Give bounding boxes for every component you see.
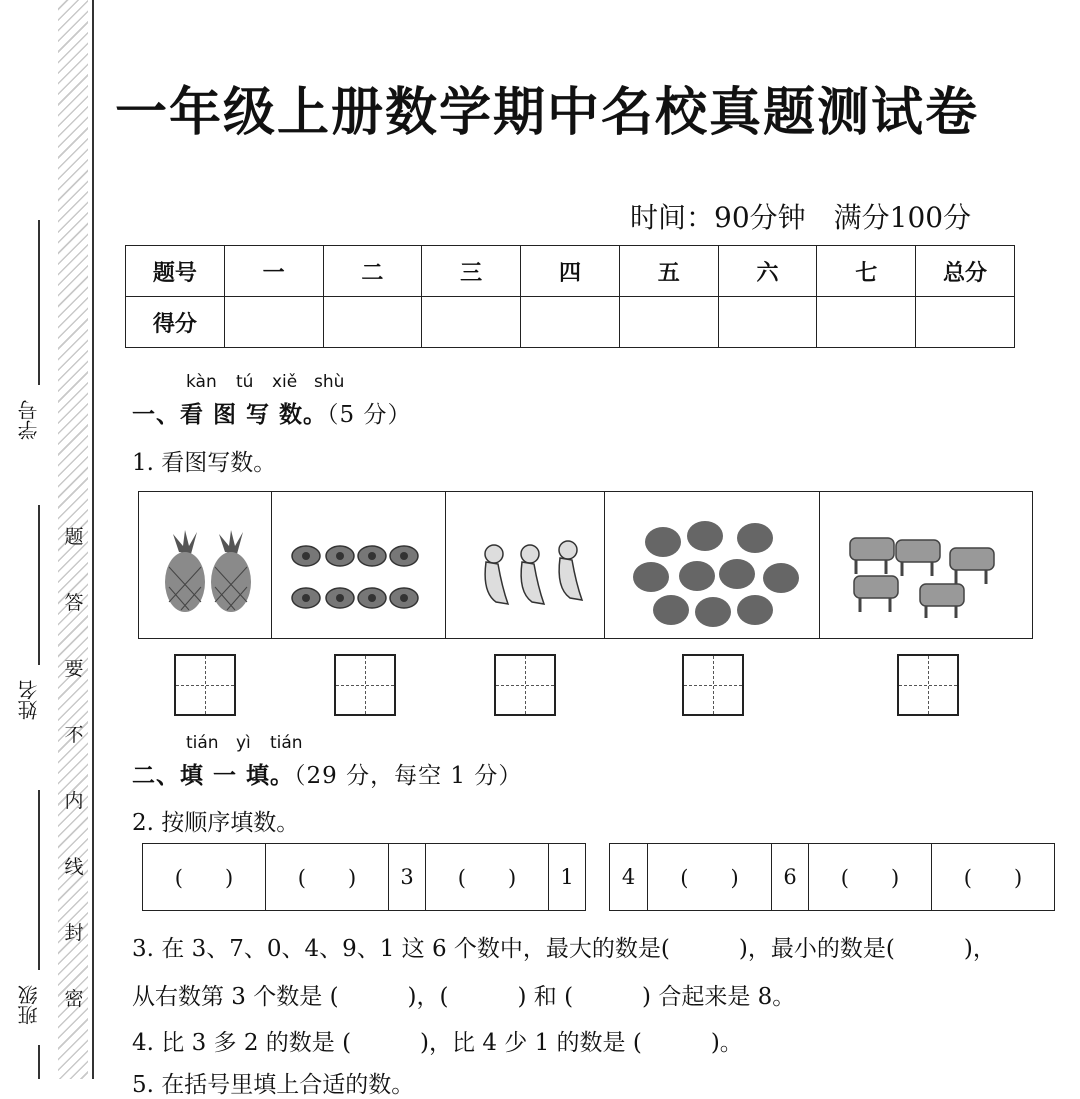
picture-row [138,491,1033,639]
xingming-rule [38,505,40,665]
score-input-cell[interactable] [521,297,620,348]
seal-char: 不 [64,724,84,746]
question-1: 1. 看图写数。 [132,450,277,476]
score-cell: 三 [422,246,521,297]
score-cell: 一 [224,246,323,297]
score-table [125,245,1015,348]
seal-char: 内 [64,790,84,812]
exam-title: 一年级上册数学期中名校真题测试卷 [115,83,980,143]
flower-picture [272,492,446,638]
sequence-cell[interactable]: ( ) [963,866,1023,890]
seal-char: 密 [64,988,84,1010]
pinyin: xiě [272,372,298,392]
section-2-points: （29 分，每空 1 分） [294,763,523,789]
score-input-cell[interactable] [224,297,323,348]
score-table-header-row [126,246,1015,297]
answer-box[interactable] [334,654,396,716]
ball-picture [605,492,820,638]
score-input-cell[interactable] [619,297,718,348]
section-1-points: （5 分） [327,402,412,428]
score-cell: 六 [718,246,817,297]
score-input-cell[interactable] [718,297,817,348]
duck-icon [446,492,604,638]
pinyin: tián [186,733,219,753]
cow-icon [820,492,1032,638]
side-label-banji: 班级 [17,985,41,1025]
section-1-char: 图 [213,402,238,428]
side-label-xingming: 姓名 [17,680,41,720]
score-input-cell[interactable] [817,297,916,348]
sequence-cell[interactable]: ( ) [426,844,549,910]
sequence-cell: 4 [610,844,648,910]
question-5: 5. 在括号里填上合适的数。 [132,1072,415,1098]
pineapple-icon [139,492,271,638]
score-input-cell[interactable] [323,297,422,348]
pinyin: yì [236,733,251,753]
duck-picture [446,492,605,638]
binding-line [92,0,94,1079]
pinyin: shù [314,372,345,392]
question-3-line-2: 从右数第 3 个数是 ( )，( ) 和 ( ) 合起来是 8。 [132,984,796,1010]
score-cell: 二 [323,246,422,297]
exam-info: 时间：90分钟 满分100分 [630,201,972,234]
section-1-char: 一、看 [132,402,204,428]
score-cell: 总分 [916,246,1015,297]
section-1-char: 数。 [279,402,328,428]
score-cell: 五 [619,246,718,297]
score-input-cell[interactable] [916,297,1015,348]
sequence-cell[interactable]: ( ) [648,844,772,910]
xuehao-rule [38,220,40,385]
question-4: 4. 比 3 多 2 的数是 ( )，比 4 少 1 的数是 ( )。 [132,1030,743,1056]
sequence-box-2 [609,843,1055,911]
score-table-score-row [126,297,1015,348]
section-2-char: 二、填 [132,763,204,789]
score-input-cell[interactable] [422,297,521,348]
section-2-char: 一 [213,763,238,789]
section-2-char: 填。 [246,763,295,789]
sequence-cell[interactable]: ( ) [266,844,389,910]
sequence-cell[interactable]: ( ) [143,844,266,910]
pinyin: kàn [186,372,217,392]
section-2-heading [132,757,522,790]
cow-picture [820,492,1032,638]
flower-icon [272,492,445,638]
score-cell: 四 [521,246,620,297]
section-1-char: 写 [246,402,271,428]
sequence-box-1 [142,843,586,911]
pinyin: tú [236,372,254,392]
sequence-cell: 6 [772,844,809,910]
sequence-cell[interactable]: ( ) [809,844,932,910]
seal-char: 封 [64,922,84,944]
score-cell: 得分 [126,297,225,348]
seal-char: 题 [64,526,84,548]
section-1-heading [132,396,412,429]
score-cell: 题号 [126,246,225,297]
sequence-cell: 3 [389,844,426,910]
seal-char: 线 [64,856,84,878]
ball-icon [605,492,819,638]
answer-box[interactable] [897,654,959,716]
answer-box[interactable] [494,654,556,716]
side-label-xuehao: 学号 [17,400,41,440]
seal-char: 要 [64,658,84,680]
banji-rule [38,790,40,970]
bottom-rule [38,1045,40,1079]
score-cell: 七 [817,246,916,297]
question-2: 2. 按顺序填数。 [132,810,300,836]
sequence-cell: 1 [560,865,574,889]
answer-box[interactable] [174,654,236,716]
answer-box[interactable] [682,654,744,716]
pineapple-picture [139,492,272,638]
seal-char: 答 [64,592,84,614]
pinyin: tián [270,733,303,753]
question-3-line-1: 3. 在 3、7、0、4、9、1 这 6 个数中，最大的数是( )，最小的数是( )， [132,936,996,962]
